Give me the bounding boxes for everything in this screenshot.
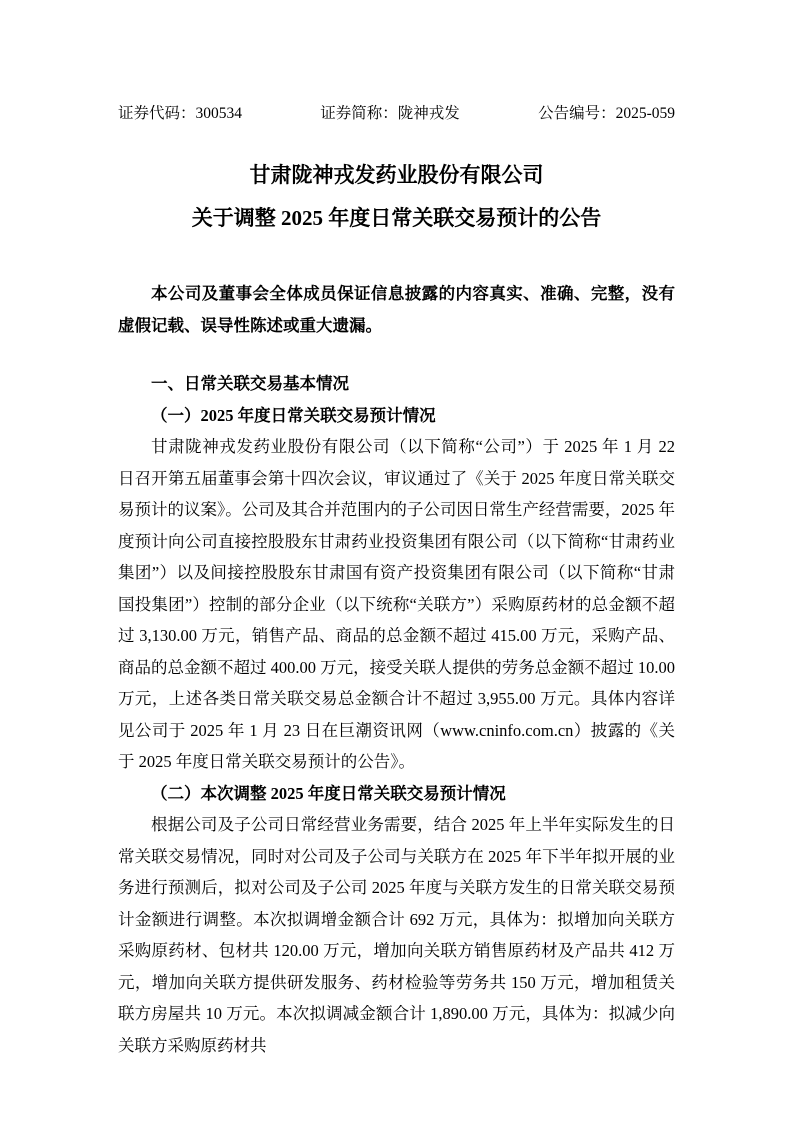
- stock-abbr: 证券简称：陇神戎发: [320, 105, 460, 122]
- stock-code: 证券代码：300534: [118, 105, 243, 122]
- subsection-paragraph-2: 根据公司及子公司日常经营业务需要，结合 2025 年上半年实际发生的日常关联交易情况，同时对公司及子公司与关联方在 2025 年下半年拟开展的业务进行预测后，拟对公司及子公司 2025 年度与关联方发生的日常关联交易预计金额进行调整。本次拟调增金额合计 692 万元，具体为：拟增加向关联方采购原药材、包材共 120.00 万元，增加向关联方销售原药材及产品共 412 万元，增加向关联方提供研发服务、药材检验等劳务共 150 万元，增加租赁关联方房屋共 10 万元。本次拟调减金额合计 1,890.00 万元，具体为：拟减少向关联方采购原药材共: [118, 815, 675, 1055]
- subsection-heading-2: （二）本次调整 2025 年度日常关联交易预计情况: [151, 783, 506, 803]
- announcement-number: 公告编号：2025-059: [538, 105, 675, 122]
- section-heading-1: 一、日常关联交易基本情况: [151, 374, 349, 393]
- document-subtitle: 关于调整 2025 年度日常关联交易预计的公告: [191, 206, 602, 230]
- document-title: 甘肃陇神戎发药业股份有限公司: [249, 163, 544, 187]
- subsection-paragraph-1: 甘肃陇神戎发药业股份有限公司（以下简称“公司”）于 2025 年 1 月 22 日召开第五届董事会第十四次会议，审议通过了《关于 2025 年度日常关联交易预计的议案》。公司及其合并范围内的子公司因日常生产经营需要，2025 年度预计向公司直接控股股东甘肃药业投资集团有限公司（以下简称“甘肃药业集团”）以及间接控股股东甘肃国有资产投资集团有限公司（以下简称“甘肃国投集团”）控制的部分企业（以下统称“关联方”）采购原药材的总金额不超过 3,130.00 万元，销售产品、商品的总金额不超过 415.00 万元，采购产品、商品的总金额不超过 400.00 万元，接受关联人提供的劳务总金额不超过 10.00 万元，上述各类日常关联交易总金额合计不超过 3,955.00 万元。具体内容详见公司于 2025 年 1 月 23 日在巨潮资讯网（www.cninfo.com.cn）披露的《关于 2025 年度日常关联交易预计的公告》。: [118, 437, 675, 771]
- document-header: [118, 103, 675, 124]
- subsection-heading-1: （一）2025 年度日常关联交易预计情况: [151, 405, 436, 425]
- declaration-text: 本公司及董事会全体成员保证信息披露的内容真实、准确、完整，没有虚假记载、误导性陈述或重大遗漏。: [118, 284, 675, 335]
